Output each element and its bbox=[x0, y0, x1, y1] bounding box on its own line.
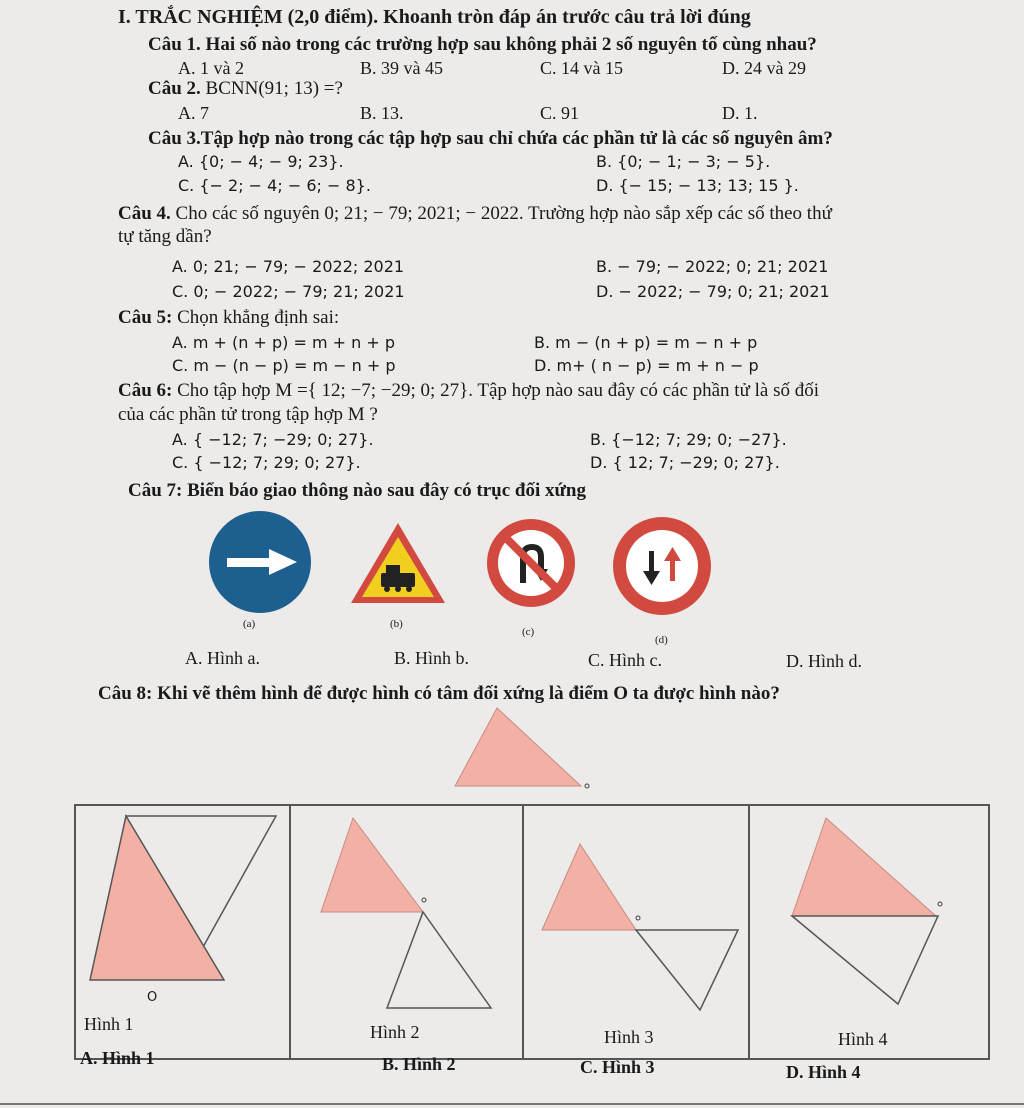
question-3-label: Câu 3. bbox=[148, 128, 201, 149]
q7-option-a[interactable]: A. Hình a. bbox=[185, 648, 260, 668]
q3-option-c[interactable]: C. {− 2; − 4; − 6; − 8}. bbox=[178, 176, 371, 195]
sign-caption-d: (d) bbox=[655, 634, 668, 646]
question-7-text: Biển báo giao thông nào sau đây có trục đối xứng bbox=[187, 480, 586, 501]
figure-label-3: Hình 3 bbox=[604, 1027, 654, 1047]
question-8-text: Khi vẽ thêm hình để được hình có tâm đối xứng là điểm O ta được hình nào? bbox=[157, 683, 780, 704]
figure-1[interactable] bbox=[78, 808, 286, 1018]
question-4-text-line2: tự tăng dần? bbox=[118, 226, 212, 247]
question-2-text: BCNN(91; 13) =? bbox=[205, 78, 343, 99]
q5-option-b[interactable]: B. m − (n + p) = m − n + p bbox=[534, 333, 758, 352]
q8-option-c[interactable]: C. Hình 3 bbox=[580, 1057, 655, 1077]
q8-option-a[interactable]: A. Hình 1 bbox=[80, 1048, 155, 1068]
section-title: I. TRẮC NGHIỆM (2,0 điểm). Khoanh tròn đáp án trước câu trả lời đúng bbox=[118, 6, 751, 28]
figure-1-point-o: O bbox=[147, 990, 158, 1005]
question-6-text-line2: của các phần tử trong tập hợp M ? bbox=[118, 404, 378, 425]
q8-option-b[interactable]: B. Hình 2 bbox=[382, 1054, 456, 1074]
q2-option-b[interactable]: B. 13. bbox=[360, 103, 404, 123]
question-5 bbox=[118, 307, 339, 329]
q8-option-d[interactable]: D. Hình 4 bbox=[786, 1062, 861, 1082]
bottom-divider bbox=[0, 1103, 1024, 1105]
q4-option-a[interactable]: A. 0; 21; − 79; − 2022; 2021 bbox=[172, 257, 405, 276]
sign-caption-c: (c) bbox=[522, 626, 535, 638]
q2-option-a[interactable]: A. 7 bbox=[178, 103, 209, 123]
q3-option-a[interactable]: A. {0; − 4; − 9; 23}. bbox=[178, 152, 344, 171]
question-4-label: Câu 4. bbox=[118, 203, 171, 224]
original-triangle-figure bbox=[445, 700, 605, 795]
sign-b-train-warning-icon[interactable] bbox=[351, 523, 445, 603]
question-3-text: Tập hợp nào trong các tập hợp sau chỉ chứa các phần tử là các số nguyên âm? bbox=[200, 128, 833, 149]
question-5-label: Câu 5: bbox=[118, 307, 173, 328]
q3-option-d[interactable]: D. {− 15; − 13; 13; 15 }. bbox=[596, 176, 799, 195]
sign-d-two-way-arrows-icon[interactable] bbox=[613, 517, 711, 615]
question-1 bbox=[148, 34, 817, 56]
q3-option-b[interactable]: B. {0; − 1; − 3; − 5}. bbox=[596, 152, 771, 171]
q5-option-d[interactable]: D. m+ ( n − p) = m + n − p bbox=[534, 356, 759, 375]
sign-caption-a: (a) bbox=[243, 618, 256, 630]
q1-option-a[interactable]: A. 1 và 2 bbox=[178, 58, 244, 78]
question-5-text: Chọn khẳng định sai: bbox=[177, 307, 340, 328]
q1-option-d[interactable]: D. 24 và 29 bbox=[722, 58, 806, 78]
q5-option-c[interactable]: C. m − (n − p) = m − n + p bbox=[172, 356, 396, 375]
question-2 bbox=[148, 78, 343, 100]
q2-option-d[interactable]: D. 1. bbox=[722, 103, 758, 123]
question-1-label: Câu 1. bbox=[148, 34, 201, 55]
q4-option-c[interactable]: C. 0; − 2022; − 79; 21; 2021 bbox=[172, 282, 405, 301]
question-1-text: Hai số nào trong các trường hợp sau không phải 2 số nguyên tố cùng nhau? bbox=[205, 34, 817, 55]
figure-label-2: Hình 2 bbox=[370, 1022, 420, 1042]
figure-2[interactable] bbox=[293, 808, 521, 1018]
q6-option-a[interactable]: A. { −12; 7; −29; 0; 27}. bbox=[172, 430, 374, 449]
sign-a-right-arrow-icon[interactable] bbox=[209, 511, 311, 613]
question-8-label: Câu 8: bbox=[98, 683, 153, 704]
q4-option-d[interactable]: D. − 2022; − 79; 0; 21; 2021 bbox=[596, 282, 830, 301]
q7-option-d[interactable]: D. Hình d. bbox=[786, 651, 862, 671]
question-7-label: Câu 7: bbox=[128, 480, 183, 501]
question-6-text-line1: Cho tập hợp M ={ 12; −7; −29; 0; 27}. Tập hợp nào sau đây có các phần tử là số đối bbox=[177, 380, 820, 401]
question-3 bbox=[148, 128, 833, 150]
q1-option-b[interactable]: B. 39 và 45 bbox=[360, 58, 443, 78]
q7-option-c[interactable]: C. Hình c. bbox=[588, 650, 662, 670]
question-7 bbox=[128, 480, 586, 502]
q2-option-c[interactable]: C. 91 bbox=[540, 103, 580, 123]
q6-option-c[interactable]: C. { −12; 7; 29; 0; 27}. bbox=[172, 453, 361, 472]
figure-label-1: Hình 1 bbox=[84, 1014, 134, 1034]
figure-4[interactable] bbox=[752, 808, 984, 1018]
question-6 bbox=[118, 380, 819, 402]
sign-caption-b: (b) bbox=[390, 618, 403, 630]
q6-option-d[interactable]: D. { 12; 7; −29; 0; 27}. bbox=[590, 453, 780, 472]
q6-option-b[interactable]: B. {−12; 7; 29; 0; −27}. bbox=[590, 430, 787, 449]
q7-option-b[interactable]: B. Hình b. bbox=[394, 648, 470, 668]
question-6-label: Câu 6: bbox=[118, 380, 173, 401]
question-2-label: Câu 2. bbox=[148, 78, 201, 99]
question-4-text-line1: Cho các số nguyên 0; 21; − 79; 2021; − 2022. Trường hợp nào sắp xếp các số theo thứ bbox=[175, 203, 832, 224]
question-8 bbox=[98, 683, 780, 705]
traffic-signs-figure bbox=[205, 507, 725, 617]
q1-option-c[interactable]: C. 14 và 15 bbox=[540, 58, 623, 78]
question-4 bbox=[118, 203, 832, 225]
figure-label-4: Hình 4 bbox=[838, 1029, 888, 1049]
q5-option-a[interactable]: A. m + (n + p) = m + n + p bbox=[172, 333, 395, 352]
figure-3[interactable] bbox=[526, 808, 746, 1018]
sign-c-no-u-turn-icon[interactable] bbox=[487, 519, 575, 607]
q4-option-b[interactable]: B. − 79; − 2022; 0; 21; 2021 bbox=[596, 257, 829, 276]
